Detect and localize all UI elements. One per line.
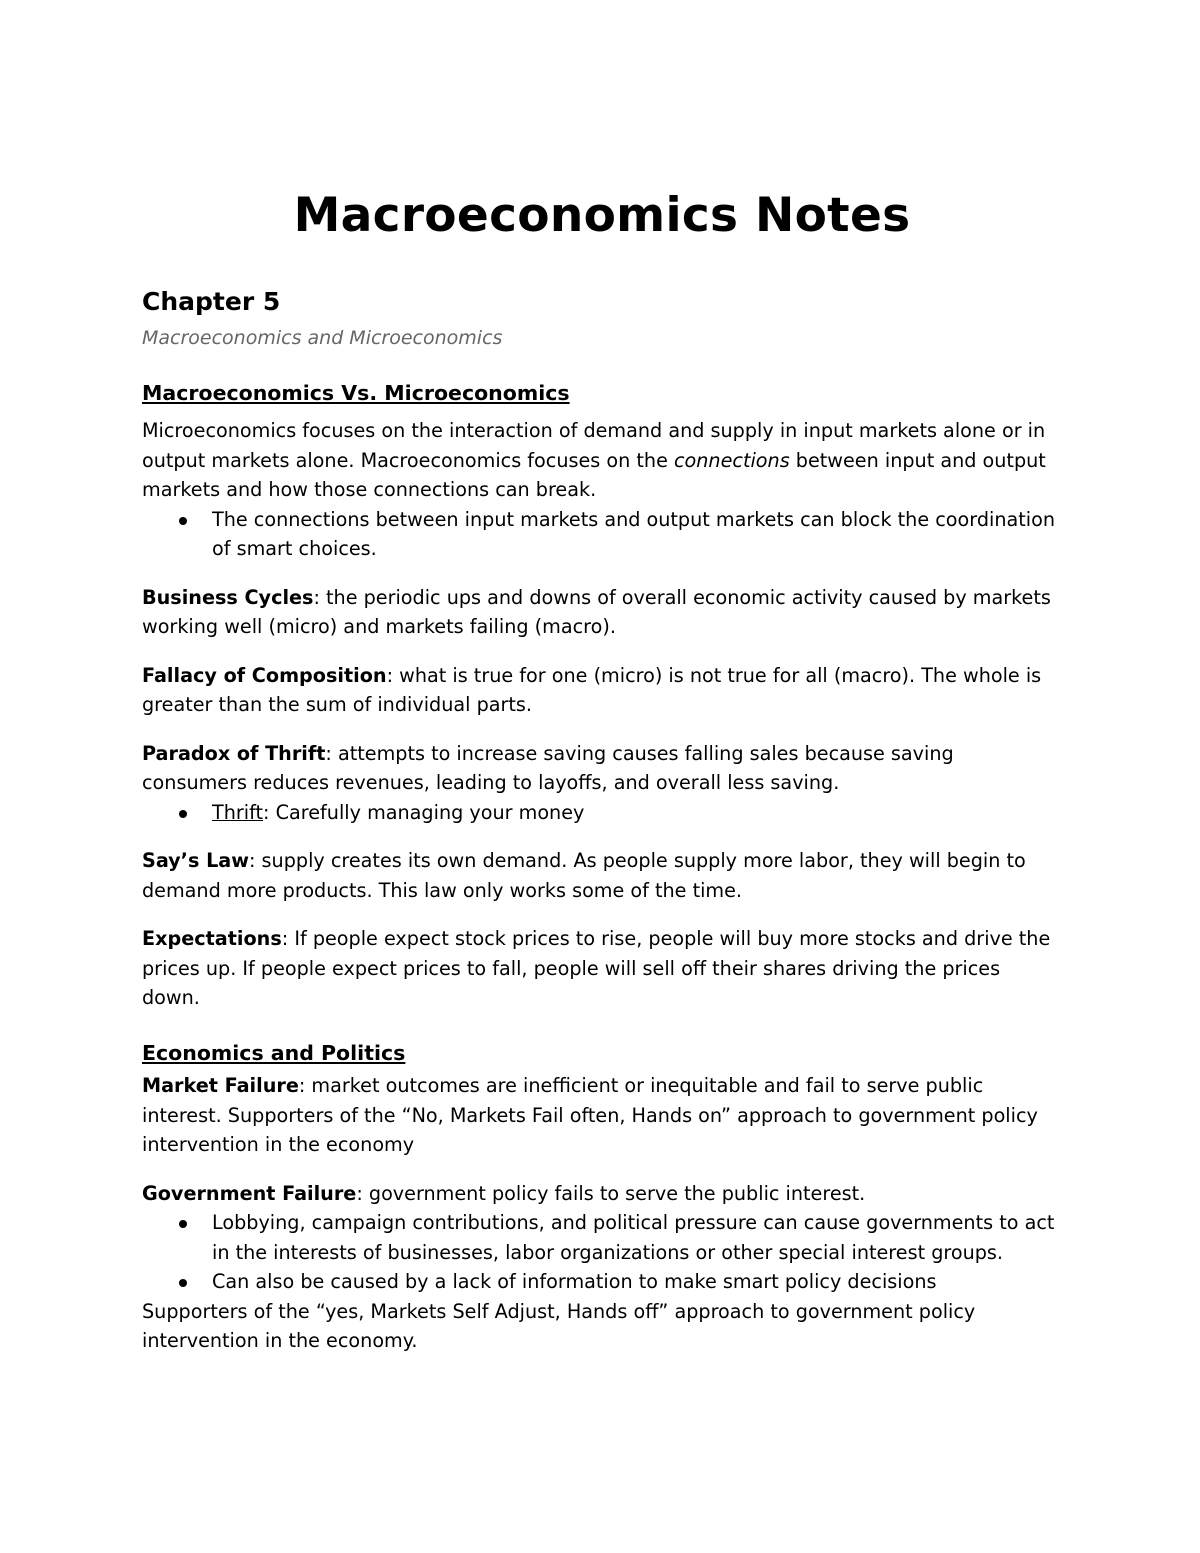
- list-item: [142, 798, 1062, 828]
- government-failure-bullet-list: [142, 1208, 1062, 1297]
- bullet-text: : Carefully managing your money: [263, 800, 585, 824]
- intro-text-2: between input and output markets and how those connections can break.: [142, 448, 1046, 501]
- term-market-failure: Market Failure: [142, 1074, 299, 1097]
- bullet-icon: [179, 810, 187, 818]
- intro-emphasis: connections: [673, 448, 790, 472]
- market-failure-definition: [142, 1071, 1062, 1160]
- chapter-subtitle: Macroeconomics and Microeconomics: [142, 327, 503, 349]
- bullet-icon: [179, 1220, 187, 1228]
- term-government-failure: Government Failure: [142, 1181, 357, 1205]
- term-expectations: Expectations: [142, 927, 282, 950]
- definition-text: : what is true for one (micro) is not true for all (macro). The whole is greater than the sum of individual parts.: [142, 663, 1042, 716]
- bullet-text: Can also be caused by a lack of information to make smart policy decisions: [212, 1270, 937, 1293]
- section-macro-vs-micro: [142, 377, 1062, 1013]
- business-cycles-definition: [142, 583, 1062, 642]
- section-economics-politics: [142, 1037, 1062, 1356]
- term-fallacy-of-composition: Fallacy of Composition: [142, 663, 387, 687]
- thrift-bullet-list: [142, 798, 1062, 828]
- expectations-definition: [142, 924, 1062, 1013]
- list-item: [142, 1267, 1062, 1297]
- term-thrift: Thrift: [212, 800, 264, 824]
- paradox-definition: [142, 739, 1062, 798]
- section-heading-economics-politics: Economics and Politics: [142, 1041, 406, 1065]
- bullet-text: Lobbying, campaign contributions, and political pressure can cause governments to act in the interests of businesses, labor organizations or other special interest groups.: [212, 1211, 1055, 1264]
- closing-paragraph: Supporters of the “yes, Markets Self Adjust, Hands off” approach to government policy intervention in the economy.: [142, 1299, 976, 1352]
- definition-text: : attempts to increase saving causes falling sales because saving consumers reduces revenues, leading to layoffs, and overall less saving.: [142, 741, 954, 794]
- term-says-law: Say’s Law: [142, 849, 249, 872]
- definition-text: : If people expect stock prices to rise, people will buy more stocks and drive the prices up. If people expect prices to fall, people will sell off their shares driving the prices down.: [142, 927, 1051, 1009]
- page-title: Macroeconomics Notes: [293, 188, 911, 243]
- section-heading-macro-vs-micro: Macroeconomics Vs. Microeconomics: [142, 381, 570, 405]
- fallacy-definition: [142, 661, 1062, 720]
- list-item: [142, 1208, 1062, 1267]
- term-business-cycles: Business Cycles: [142, 585, 314, 609]
- definition-text: : the periodic ups and downs of overall economic activity caused by markets working well (micro) and markets failing (macro).: [142, 585, 1051, 638]
- government-failure-definition: [142, 1179, 1062, 1209]
- definition-text: : supply creates its own demand. As people supply more labor, they will begin to demand more products. This law only works some of the time.: [142, 849, 1026, 902]
- definition-text: : market outcomes are inefficient or inequitable and fail to serve public interest. Supporters of the “No, Markets Fail often, Hands on” approach to government policy intervention in the economy: [142, 1074, 1038, 1156]
- intro-bullet-list: [142, 505, 1062, 564]
- intro-text-1: Microeconomics focuses on the interaction of demand and supply in input markets alone or in output markets alone. Macroeconomics focuses on the: [142, 419, 1046, 472]
- definition-text: : government policy fails to serve the public interest.: [356, 1181, 866, 1205]
- says-law-definition: [142, 846, 1062, 905]
- bullet-text: The connections between input markets and output markets can block the coordination of smart choices.: [212, 507, 1056, 560]
- term-paradox-of-thrift: Paradox of Thrift: [142, 741, 326, 765]
- chapter-heading: Chapter 5: [142, 287, 281, 316]
- bullet-icon: [179, 1279, 187, 1287]
- intro-paragraph: [142, 416, 1062, 505]
- bullet-icon: [179, 517, 187, 525]
- list-item: [142, 505, 1062, 564]
